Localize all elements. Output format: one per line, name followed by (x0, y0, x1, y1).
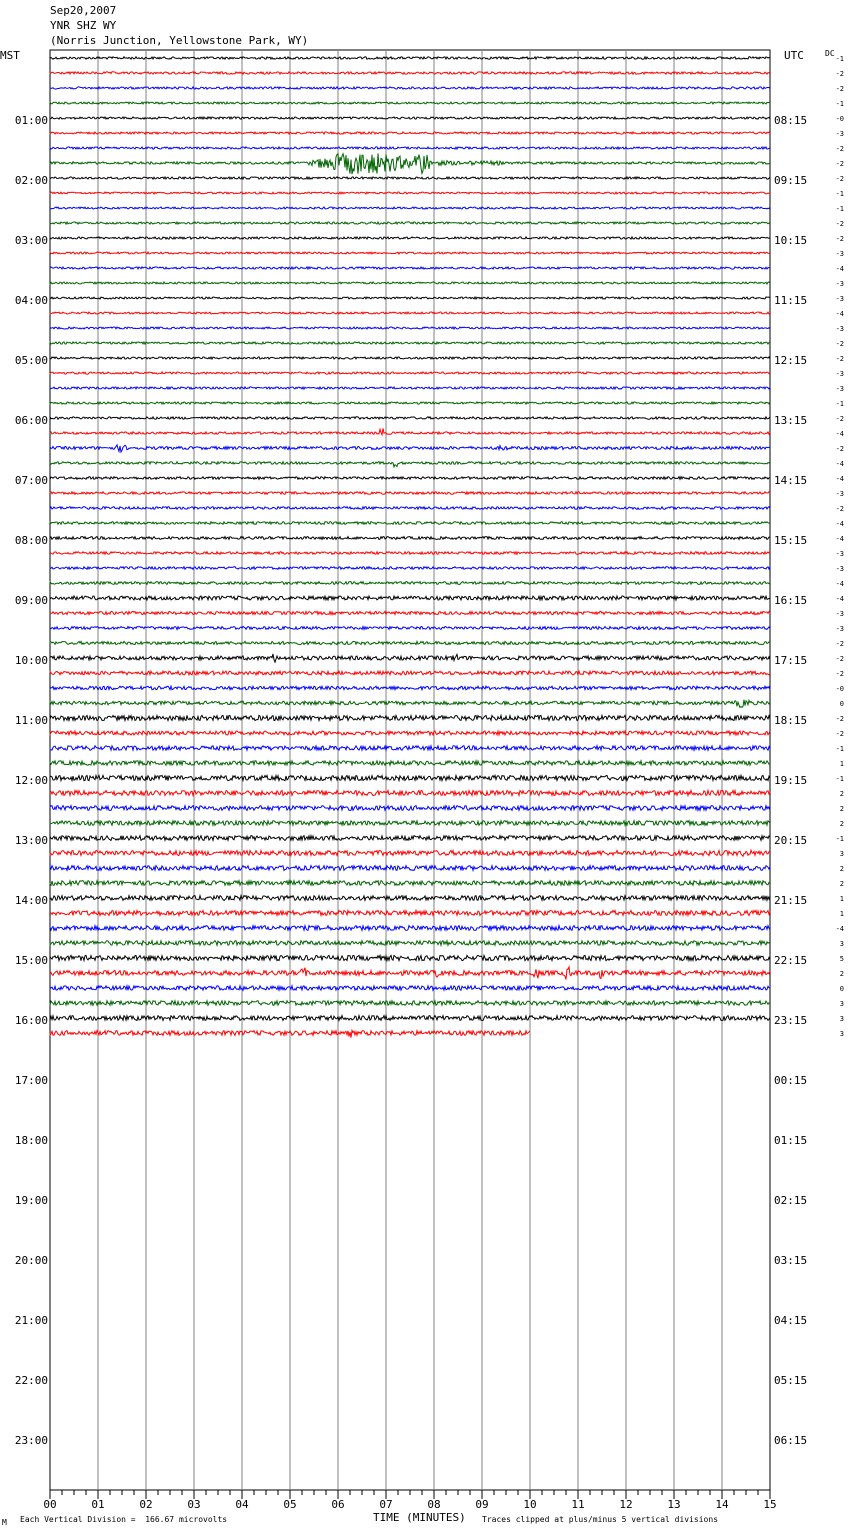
seismic-trace (50, 207, 770, 209)
dc-offset-label: 3 (839, 1015, 844, 1023)
seismic-trace (50, 537, 770, 540)
dc-offset-label: -2 (835, 220, 844, 228)
seismic-trace (50, 387, 770, 389)
right-hour-label: 06:15 (774, 1434, 808, 1447)
seismic-trace (50, 102, 770, 104)
dc-offset-label: 3 (839, 1000, 844, 1008)
left-timezone-label: MST (0, 49, 20, 62)
x-tick-label: 02 (139, 1498, 153, 1511)
left-hour-label: 19:00 (14, 1194, 48, 1207)
dc-offset-label: 0 (839, 700, 844, 708)
left-hour-label: 09:00 (14, 594, 48, 607)
seismic-trace (50, 445, 770, 452)
seismic-trace (50, 132, 770, 134)
x-tick-label: 05 (283, 1498, 297, 1511)
dc-offset-label: -1 (835, 775, 844, 783)
seismic-trace (50, 986, 770, 990)
seismic-trace (50, 357, 770, 359)
left-hour-label: 12:00 (14, 774, 48, 787)
dc-offset-label: -1 (835, 835, 844, 843)
dc-offset-label: -2 (835, 505, 844, 513)
dc-offset-label: -2 (835, 70, 844, 78)
dc-offset-label: -1 (835, 400, 844, 408)
seismic-trace (50, 402, 770, 404)
seismic-trace (50, 700, 770, 708)
seismic-trace (50, 117, 770, 119)
x-tick-label: 01 (91, 1498, 105, 1511)
dc-offset-label: -4 (835, 310, 844, 318)
dc-offset-label: -2 (835, 85, 844, 93)
right-timezone-label: UTC (784, 49, 804, 62)
dc-offset-label: 3 (839, 1030, 844, 1038)
dc-offset-label: -4 (835, 265, 844, 273)
left-hour-label: 03:00 (14, 234, 48, 247)
left-hour-label: 11:00 (14, 714, 48, 727)
seismic-trace (50, 806, 770, 811)
left-hour-label: 02:00 (14, 174, 48, 187)
dc-offset-label: -2 (835, 175, 844, 183)
dc-offset-label: -2 (835, 670, 844, 678)
dc-offset-label: -2 (835, 655, 844, 663)
seismic-trace (50, 955, 770, 960)
dc-offset-label: -1 (835, 745, 844, 753)
dc-offset-label: 2 (839, 820, 844, 828)
left-hour-label: 05:00 (14, 354, 48, 367)
dc-offset-label: -3 (835, 130, 844, 138)
dc-offset-label: -0 (835, 685, 844, 693)
seismic-trace (50, 417, 770, 419)
seismic-trace (50, 1001, 770, 1006)
left-hour-label: 08:00 (14, 534, 48, 547)
x-tick-label: 06 (331, 1498, 345, 1511)
right-hour-label: 18:15 (774, 714, 808, 727)
left-hour-label: 01:00 (14, 114, 48, 127)
dc-offset-label: 5 (839, 955, 844, 963)
dc-offset-label: -3 (835, 625, 844, 633)
seismic-trace (50, 611, 770, 614)
dc-offset-label: -3 (835, 490, 844, 498)
dc-offset-label: -3 (835, 325, 844, 333)
right-hour-label: 10:15 (774, 234, 808, 247)
dc-offset-label: -2 (835, 235, 844, 243)
right-hour-label: 09:15 (774, 174, 808, 187)
dc-offset-label: -4 (835, 430, 844, 438)
dc-label: DC (825, 49, 835, 58)
dc-offset-label: 1 (839, 910, 844, 918)
dc-offset-label: 2 (839, 790, 844, 798)
seismic-trace (50, 1016, 770, 1021)
plot-frame (50, 50, 770, 1490)
x-tick-label: 12 (619, 1498, 633, 1511)
seismic-trace (50, 147, 770, 149)
right-hour-label: 16:15 (774, 594, 808, 607)
seismic-trace (50, 428, 770, 435)
left-hour-label: 22:00 (14, 1374, 48, 1387)
x-tick-label: 07 (379, 1498, 393, 1511)
right-hour-label: 19:15 (774, 774, 808, 787)
seismic-trace (50, 222, 770, 224)
seismic-trace (50, 282, 770, 284)
left-hour-label: 07:00 (14, 474, 48, 487)
dc-offset-label: -4 (835, 475, 844, 483)
dc-offset-label: -3 (835, 610, 844, 618)
x-tick-label: 08 (427, 1498, 441, 1511)
seismic-trace (50, 836, 770, 841)
right-hour-label: 00:15 (774, 1074, 808, 1087)
seismic-trace (50, 252, 770, 254)
seismic-trace (50, 267, 770, 269)
seismic-trace (50, 237, 770, 239)
location-label: (Norris Junction, Yellowstone Park, WY) (50, 34, 309, 47)
right-hour-label: 04:15 (774, 1314, 808, 1327)
seismic-trace (50, 641, 770, 644)
right-hour-label: 21:15 (774, 894, 808, 907)
seismic-trace (50, 312, 770, 314)
seismic-trace (50, 654, 770, 662)
left-hour-label: 16:00 (14, 1014, 48, 1027)
left-hour-label: 17:00 (14, 1074, 48, 1087)
dc-offset-label: -0 (835, 115, 844, 123)
right-hour-label: 15:15 (774, 534, 808, 547)
dc-offset-label: -4 (835, 520, 844, 528)
x-tick-label: 11 (571, 1498, 585, 1511)
right-hour-label: 22:15 (774, 954, 808, 967)
dc-offset-label: -2 (835, 415, 844, 423)
right-hour-label: 05:15 (774, 1374, 808, 1387)
clipping-note: Traces clipped at plus/minus 5 vertical divisions (482, 1515, 719, 1524)
dc-offset-label: -2 (835, 715, 844, 723)
left-hour-label: 21:00 (14, 1314, 48, 1327)
dc-offset-label: -2 (835, 340, 844, 348)
dc-offset-label: -2 (835, 730, 844, 738)
dc-offset-label: -4 (835, 580, 844, 588)
dc-offset-label: -2 (835, 160, 844, 168)
dc-offset-label: -1 (835, 55, 844, 63)
dc-offset-label: -3 (835, 385, 844, 393)
right-hour-label: 23:15 (774, 1014, 808, 1027)
seismic-trace (50, 627, 770, 630)
x-tick-label: 00 (43, 1498, 57, 1511)
x-tick-label: 10 (523, 1498, 537, 1511)
right-hour-label: 11:15 (774, 294, 808, 307)
right-hour-label: 17:15 (774, 654, 808, 667)
seismic-trace (50, 596, 770, 600)
seismic-trace (50, 715, 770, 720)
right-hour-label: 01:15 (774, 1134, 808, 1147)
dc-offset-label: -2 (835, 355, 844, 363)
dc-offset-label: 3 (839, 850, 844, 858)
dc-offset-label: -3 (835, 280, 844, 288)
dc-offset-label: -2 (835, 640, 844, 648)
x-tick-label: 09 (475, 1498, 489, 1511)
seismic-trace (50, 507, 770, 510)
seismic-trace (50, 372, 770, 374)
seismic-trace (50, 153, 770, 174)
seismic-trace (50, 821, 770, 826)
seismic-trace (50, 522, 770, 525)
dc-offset-label: -4 (835, 535, 844, 543)
left-hour-label: 14:00 (14, 894, 48, 907)
left-hour-label: 18:00 (14, 1134, 48, 1147)
left-hour-label: 04:00 (14, 294, 48, 307)
left-hour-label: 10:00 (14, 654, 48, 667)
seismic-trace (50, 866, 770, 871)
seismic-trace (50, 896, 770, 901)
seismic-trace (50, 941, 770, 946)
dc-offset-label: -3 (835, 550, 844, 558)
seismic-trace (50, 192, 770, 194)
seismic-trace (50, 746, 770, 750)
x-axis-title: TIME (MINUTES) (373, 1511, 466, 1524)
dc-offset-label: -4 (835, 460, 844, 468)
seismic-trace (50, 731, 770, 735)
right-hour-label: 14:15 (774, 474, 808, 487)
seismic-trace (50, 177, 770, 179)
dc-offset-label: 2 (839, 880, 844, 888)
dc-offset-label: 0 (839, 985, 844, 993)
dc-offset-label: 3 (839, 940, 844, 948)
corner-mark: M (2, 1518, 7, 1527)
dc-offset-label: -3 (835, 370, 844, 378)
dc-offset-label: -2 (835, 445, 844, 453)
dc-offset-label: 2 (839, 970, 844, 978)
dc-offset-label: -3 (835, 250, 844, 258)
right-hour-label: 20:15 (774, 834, 808, 847)
seismic-trace (50, 57, 770, 59)
right-hour-label: 08:15 (774, 114, 808, 127)
x-tick-label: 15 (763, 1498, 777, 1511)
dc-offset-label: -1 (835, 205, 844, 213)
left-hour-label: 13:00 (14, 834, 48, 847)
dc-offset-label: 1 (839, 760, 844, 768)
left-hour-label: 20:00 (14, 1254, 48, 1267)
dc-offset-label: 1 (839, 895, 844, 903)
seismic-trace (50, 775, 770, 780)
left-hour-label: 06:00 (14, 414, 48, 427)
dc-offset-label: 2 (839, 805, 844, 813)
seismic-trace (50, 881, 770, 886)
right-hour-label: 12:15 (774, 354, 808, 367)
seismic-trace (50, 850, 770, 856)
x-tick-label: 13 (667, 1498, 681, 1511)
left-hour-label: 15:00 (14, 954, 48, 967)
seismic-trace (50, 686, 770, 690)
seismic-trace (50, 790, 770, 795)
right-hour-label: 13:15 (774, 414, 808, 427)
dc-offset-label: -4 (835, 595, 844, 603)
vertical-division-note: Each Vertical Division = 166.67 microvolts (20, 1515, 228, 1524)
right-hour-label: 03:15 (774, 1254, 808, 1267)
seismic-trace (50, 567, 770, 570)
dc-offset-label: -3 (835, 565, 844, 573)
seismic-trace (50, 477, 770, 480)
seismic-trace (50, 926, 770, 931)
right-hour-label: 02:15 (774, 1194, 808, 1207)
seismic-trace (50, 87, 770, 89)
dc-offset-label: -1 (835, 100, 844, 108)
seismic-trace (50, 967, 770, 980)
x-tick-label: 04 (235, 1498, 249, 1511)
seismic-trace (50, 911, 770, 916)
seismic-trace (50, 342, 770, 344)
x-tick-label: 14 (715, 1498, 729, 1511)
dc-offset-label: -3 (835, 295, 844, 303)
seismic-trace (50, 327, 770, 329)
dc-offset-label: 2 (839, 865, 844, 873)
dc-offset-label: -2 (835, 145, 844, 153)
seismic-trace (50, 582, 770, 585)
date-label: Sep20,2007 (50, 4, 117, 17)
seismic-trace (50, 761, 770, 765)
dc-offset-label: -1 (835, 190, 844, 198)
seismic-trace (50, 552, 770, 555)
seismic-trace (50, 297, 770, 299)
seismic-trace (50, 671, 770, 675)
seismic-trace (50, 72, 770, 74)
dc-offset-label: -4 (835, 925, 844, 933)
x-tick-label: 03 (187, 1498, 201, 1511)
seismic-trace (50, 462, 770, 467)
station-label: YNR SHZ WY (50, 19, 117, 32)
seismic-trace (50, 492, 770, 495)
left-hour-label: 23:00 (14, 1434, 48, 1447)
